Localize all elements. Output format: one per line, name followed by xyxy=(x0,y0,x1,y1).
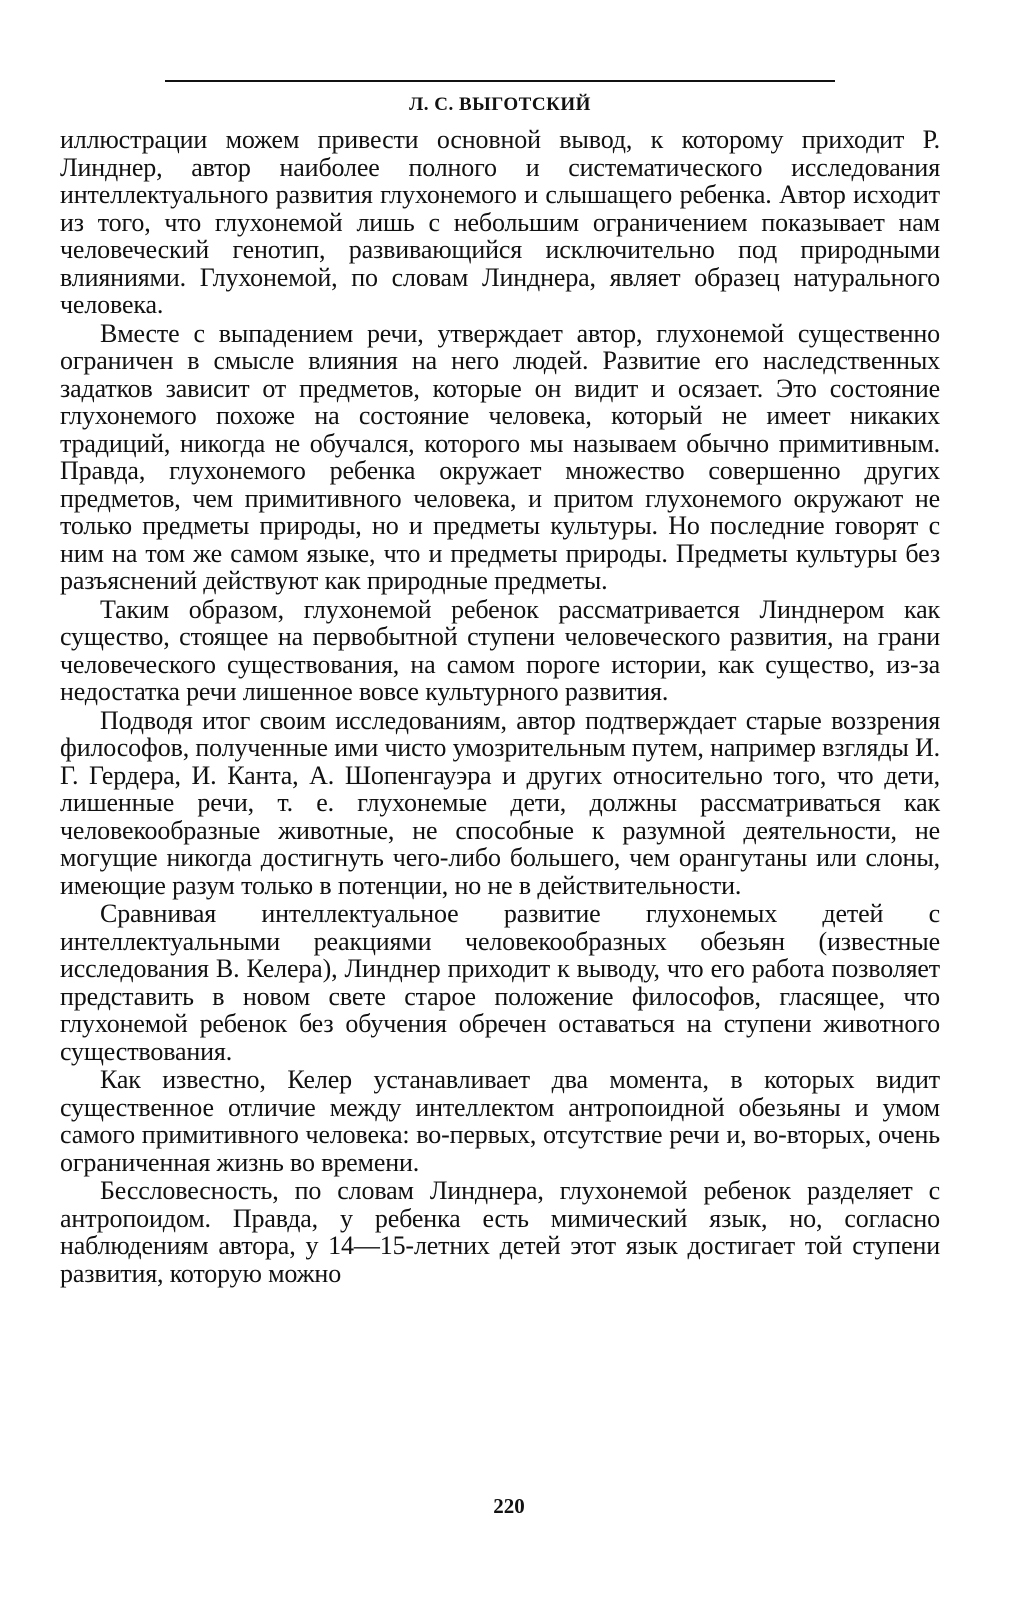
body-text xyxy=(60,126,940,1287)
book-page xyxy=(60,70,940,1288)
paragraph: Как известно, Келер устанавливает два момента, в которых видит существенное отличие между интеллектом антропоидной обезьяны и умом самого примитивного человека: во-первых, отсутствие речи и, во-вторых, очень ограниченная жизнь во времени. xyxy=(60,1065,940,1177)
paragraph: Бессловесность, по словам Линднера, глухонемой ребенок разделяет с антропоидом. Правда, у ребенка есть мимический язык, но, согласно наблюдениям автора, у 14—15-летних детей этот язык достигает той ступени развития, которую можно xyxy=(60,1176,940,1288)
paragraph: Вместе с выпадением речи, утверждает автор, глухонемой существенно ограничен в смысле влияния на него людей. Развитие его наследственных задатков зависит от предметов, которые он видит и осязает. Это состояние глухонемого похоже на состояние человека, который не имеет никаких традиций, никогда не обучался, которого мы называем обычно примитивным. Правда, глухонемого ребенка окружает множество совершенно других предметов, чем примитивного человека, и притом глухонемого окружают не только предметы природы, но и предметы культуры. Но последние говорят с ним на том же самом языке, что и предметы природы. Предметы культуры без разъяснений действуют как природные предметы. xyxy=(60,318,940,595)
page-number: 220 xyxy=(493,1494,525,1518)
paragraph: Таким образом, глухонемой ребенок рассматривается Линднером как существо, стоящее на первобытной ступени человеческого развития, на грани человеческого существования, на самом пороге истории, как существо, из-за недостатка речи лишенное вовсе культурного развития. xyxy=(60,594,940,706)
paragraph: Сравнивая интеллектуальное развитие глухонемых детей с интеллектуальными реакциями человекообразных обезьян (известные исследования В. Келера), Линднер приходит к выводу, что его работа позволяет представить в новом свете старое положение философов, гласящее, что глухонемой ребенок без обучения обречен оставаться на ступени животного существования. xyxy=(60,899,940,1066)
running-head: Л. С. ВЫГОТСКИЙ xyxy=(409,94,591,115)
paragraph: Подводя итог своим исследованиям, автор подтверждает старые воззрения философов, полученные ими чисто умозрительным путем, например взгляды И. Г. Гердера, И. Канта, А. Шопенгауэра и других относительно того, что дети, лишенные речи, т. е. глухонемые дети, должны рассматриваться как человекообразные животные, не способные к разумной деятельности, не могущие никогда достигнуть чего-либо большего, чем орангутаны или слоны, имеющие разум только в потенции, но не в действительности. xyxy=(60,705,940,900)
paragraph: иллюстрации можем привести основной вывод, к которому приходит Р. Линднер, автор наиболее полного и систематического исследования интеллектуального развития глухонемого и слышащего ребенка. Автор исходит из того, что глухонемой лишь с небольшим ограничением показывает нам человеческий генотип, развивающийся исключительно под природными влияниями. Глухонемой, по словам Линднера, являет образец натурального человека. xyxy=(60,125,940,319)
header-rule xyxy=(165,80,835,82)
